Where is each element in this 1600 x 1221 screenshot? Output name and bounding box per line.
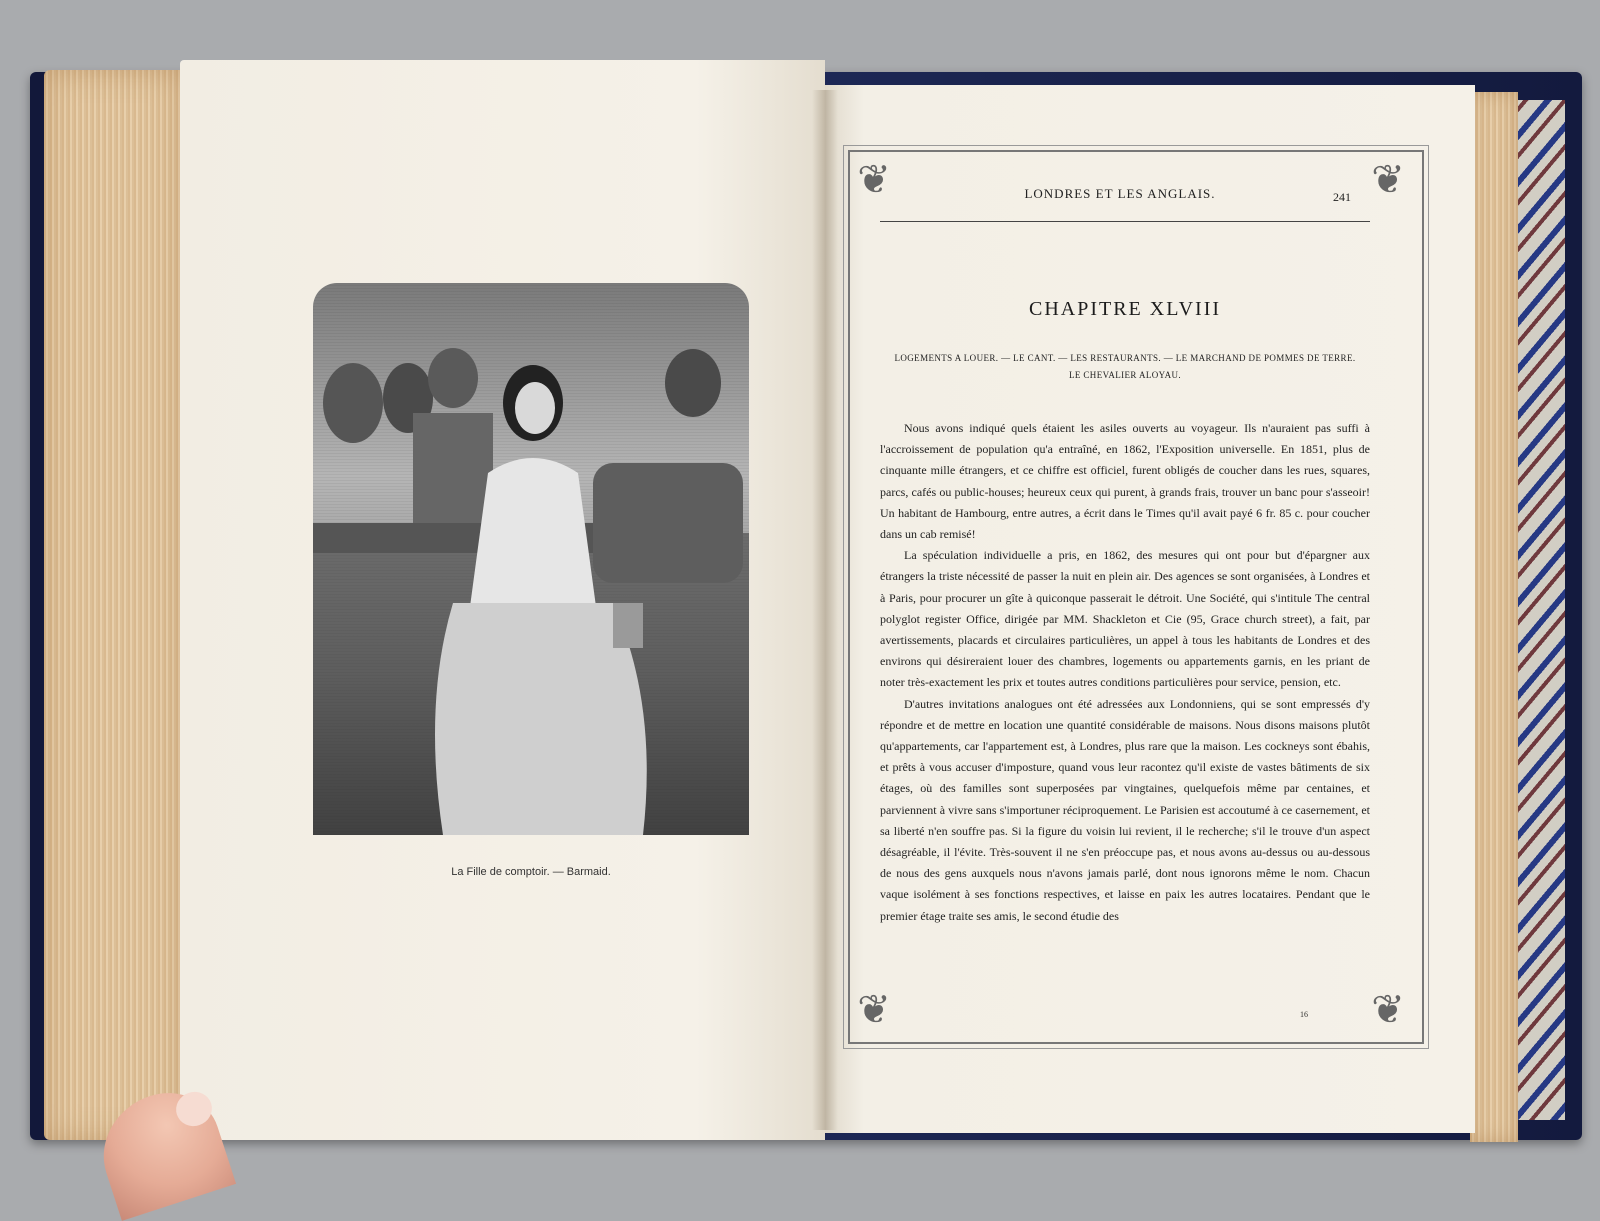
bottom-left-ornament-icon: ❦: [857, 987, 891, 1032]
chapter-body: [880, 418, 1370, 927]
chapter-title: CHAPITRE XLVIII: [1028, 298, 1222, 320]
chapter-summary: [880, 350, 1370, 384]
top-right-ornament-icon: ❦: [1371, 157, 1405, 202]
header-rule: [880, 221, 1370, 222]
illustration-caption: La Fille de comptoir. — Barmaid.: [451, 866, 611, 878]
bottom-right-ornament-icon: ❦: [1371, 987, 1405, 1032]
paragraph-3: D'autres invitations analogues ont été adressées aux Londonniens, qui se sont empressés d'y répondre et de mettre en location une quantité considérable de maisons. Nous disons maisons plutôt qu'appartements, car l'appartement est, à Londres, plus rare que la maison. Les cockneys sont ébahis, et prêts à vous accuser d'imposture, quand vous leur racontez qu'il existe de vastes bâtiments de six étages, où des familles sont superposées par vingtaines, quelquefois même par centaines, et parviennent à vivre sans s'importuner réciproquement. Le Parisien est accoutumé à ce casernement, et sa liberté n'en souffre pas. Si la figure du voisin lui revient, il le recherche; s'il le trouve d'un aspect désagréable, il l'évite. Très-souvent il ne s'en préoccupe pas, et nous avons au-dessus ou au-dessous de nous des gens auxquels nous n'avons jamais parlé, dont nous ignorons même le nom. Chacun vaque isolément à ses fonctions respectives, et laisse en paix les autres locataires. Pendant que le premier étage traite ses amis, le second étudie des: [880, 696, 1370, 923]
paragraph-2: La spéculation individuelle a pris, en 1862, des mesures qui ont pour but d'épargner aux étrangers la triste nécessité de passer la nuit en plein air. Des agences se sont organisées, à Londres et à Paris, pour procurer un gîte à quiconque passerait le détroit. Une Société, qui s'intitule The central polyglot register Office, dirigée par MM. Shackleton et Cie (95, Grace church street), a fait, par avertissements, placards et circulaires particulières, un appel à tous les habitants de Londres et des environs qui désireraient louer des chambres, logements ou appartements garnis, en les priant de noter très-exactement les prix et toutes autres conditions particulières pour service, pension, etc.: [880, 548, 1370, 690]
summary-line-1: LOGEMENTS A LOUER. — LE CANT. — LES RESTAURANTS. — LE MARCHAND DE POMMES DE TERRE.: [894, 353, 1356, 363]
barmaid-engraving: [313, 283, 749, 835]
page-edges-left: [44, 70, 184, 1140]
book-gutter: [812, 90, 838, 1130]
top-left-ornament-icon: ❦: [857, 157, 891, 202]
running-head: LONDRES ET LES ANGLAIS.: [1024, 186, 1216, 201]
signature-mark: 16: [1300, 1010, 1308, 1019]
summary-line-2: LE CHEVALIER ALOYAU.: [1068, 370, 1182, 380]
page-edges-right: [1470, 92, 1518, 1142]
page-number: 241: [1333, 190, 1351, 204]
paragraph-1: Nous avons indiqué quels étaient les asiles ouverts au voyageur. Ils n'auraient pas suffi à l'accroissement de population qu'a entraîné, en 1862, l'Exposition universelle. En 1851, plus de cinquante mille étrangers, et ce chiffre est officiel, furent obligés de coucher dans les rues, squares, parcs, cafés ou public-houses; heureux ceux qui purent, à grands frais, trouver un banc pour s'asseoir! Un habitant de Hambourg, entre autres, a écrit dans le Times qu'il avait payé 6 fr. 85 c. pour coucher dans un cab remisé!: [880, 421, 1370, 542]
engraving-drawing: [313, 283, 749, 835]
